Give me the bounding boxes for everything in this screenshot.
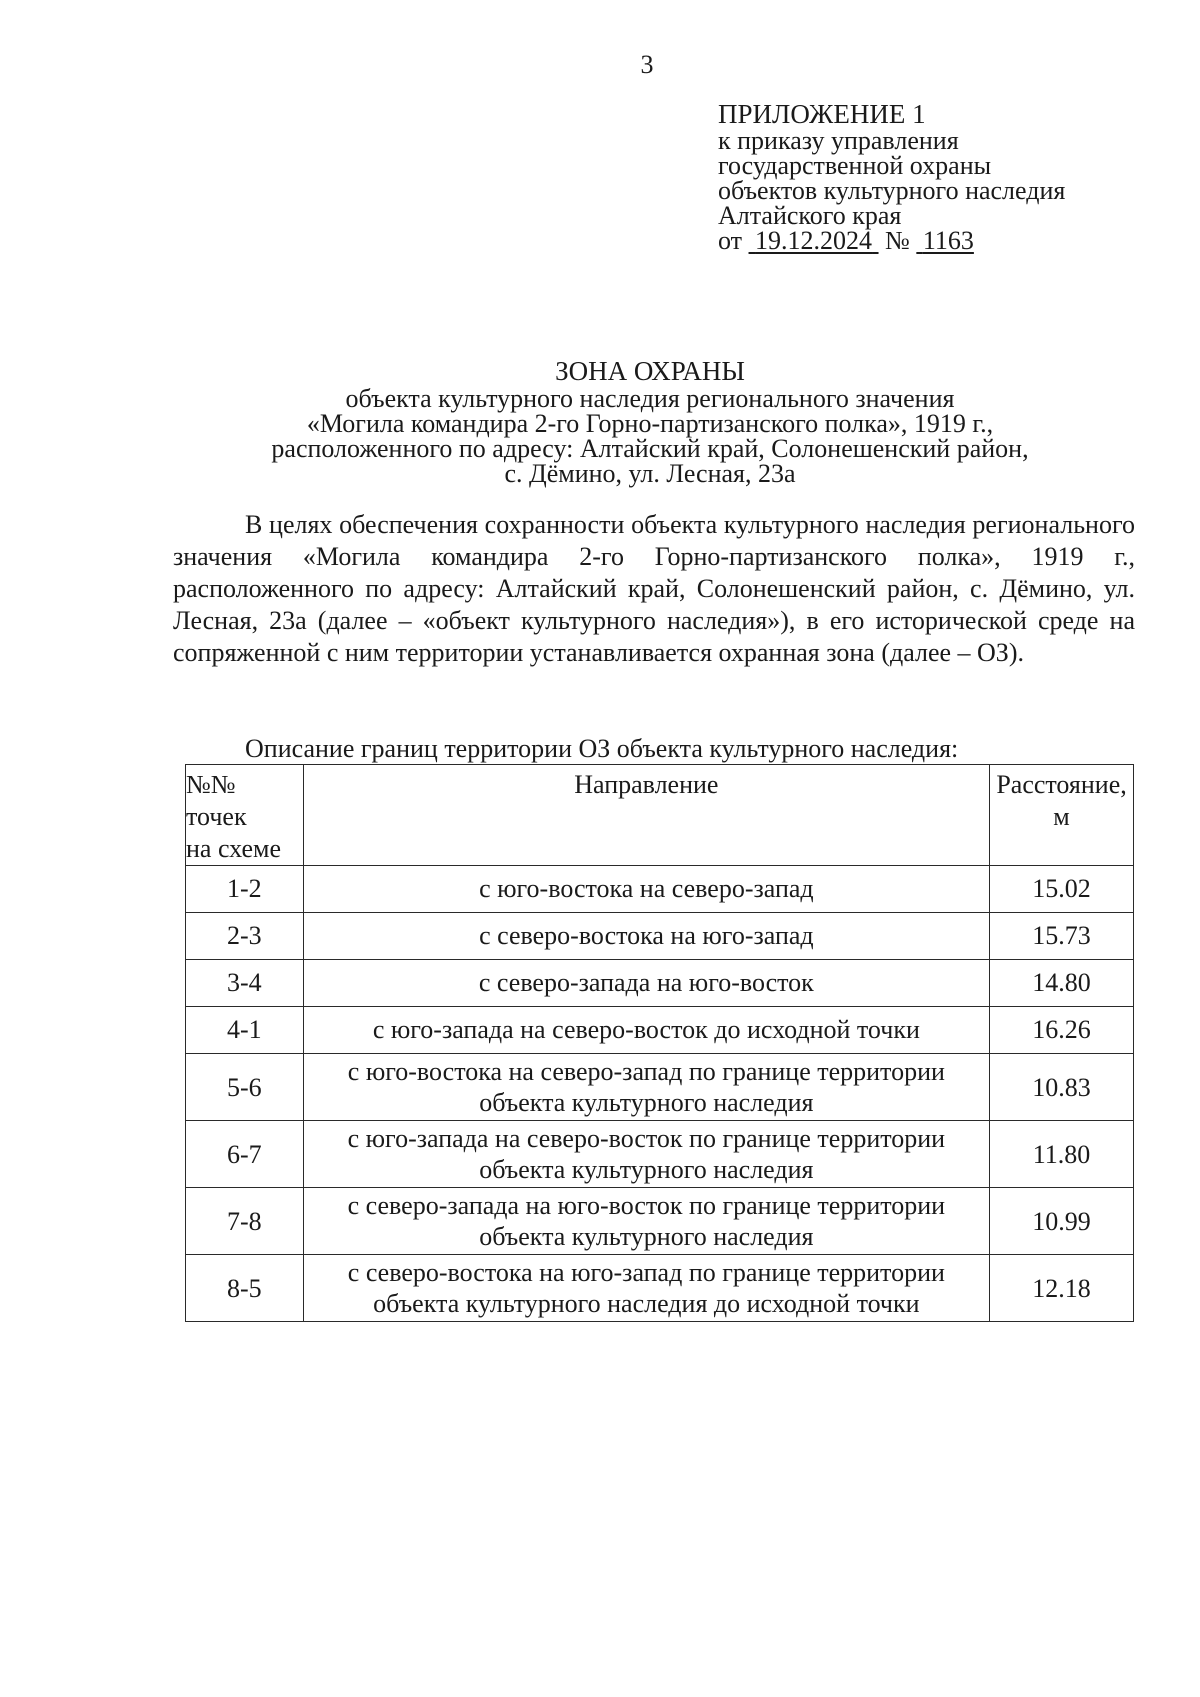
intro-paragraph: В целях обеспечения сохранности объекта культурного наследия регионального значения «Могила командира 2-го Горно-партизанского полка», 1919 г., расположенного по адресу: Алтайский край, Солонешенский район, с. Дёмино, ул. Лесная, 23а (далее – «объект культурного наследия»), в его исторической среде на сопряженной с ним территории устанавливается охранная зона (далее – ОЗ).: [173, 510, 1135, 667]
appendix-heading: ПРИЛОЖЕНИЕ 1: [718, 99, 926, 129]
cell-points: 3-4: [186, 960, 304, 1007]
header-distance-line: Расстояние,: [996, 770, 1127, 799]
header-distance: [990, 765, 1134, 866]
table-row: [186, 913, 1134, 960]
cell-distance: 15.02: [990, 866, 1134, 913]
order-date: [749, 226, 879, 255]
direction-line: с северо-запада на юго-восток: [478, 968, 814, 997]
cell-points: 5-6: [186, 1054, 304, 1121]
header-points-line: точек: [186, 802, 247, 831]
cell-distance: 16.26: [990, 1007, 1134, 1054]
title-heading: ЗОНА ОХРАНЫ: [555, 356, 745, 386]
direction-line: объекта культурного наследия: [479, 1155, 814, 1184]
direction-line: объекта культурного наследия: [479, 1222, 814, 1251]
direction-line: с юго-запада на северо-восток до исходной точки: [372, 1015, 920, 1044]
title-line: расположенного по адресу: Алтайский край, Солонешенский район,: [271, 434, 1029, 463]
cell-points: 4-1: [186, 1007, 304, 1054]
cell-direction: [303, 1007, 989, 1054]
header-direction: Направление: [303, 765, 989, 866]
title-line: «Могила командира 2-го Горно-партизанского полка», 1919 г.,: [306, 409, 994, 438]
cell-points: 8-5: [186, 1255, 304, 1322]
table-row: [186, 1054, 1134, 1121]
cell-direction: [303, 1255, 989, 1322]
table-row: [186, 1007, 1134, 1054]
boundaries-table: [185, 764, 1134, 1322]
direction-line: с северо-востока на юго-запад: [479, 921, 814, 950]
cell-direction: [303, 866, 989, 913]
cell-distance: 10.99: [990, 1188, 1134, 1255]
cell-points: 1-2: [186, 866, 304, 913]
header-distance-line: м: [1053, 802, 1070, 831]
document-title: [170, 357, 1130, 486]
header-points: [186, 765, 304, 866]
cell-direction: [303, 913, 989, 960]
appendix-line: к приказу управления: [718, 126, 959, 155]
header-points-line: №№: [186, 770, 236, 799]
order-number-value: 1163: [922, 226, 974, 255]
cell-points: 7-8: [186, 1188, 304, 1255]
order-number: [916, 226, 974, 255]
title-line: объекта культурного наследия регионального значения: [345, 384, 955, 413]
table-row: [186, 1121, 1134, 1188]
number-sign: №: [885, 226, 910, 255]
cell-direction: [303, 1121, 989, 1188]
appendix-block: [718, 100, 1065, 253]
cell-points: 2-3: [186, 913, 304, 960]
appendix-line: объектов культурного наследия: [718, 176, 1066, 205]
table-row: [186, 1255, 1134, 1322]
cell-direction: [303, 1054, 989, 1121]
table-caption: Описание границ территории ОЗ объекта культурного наследия:: [245, 734, 959, 763]
direction-line: объекта культурного наследия: [479, 1088, 814, 1117]
direction-line: с юго-запада на северо-восток по границе территории: [347, 1124, 946, 1153]
table-row: [186, 866, 1134, 913]
direction-line: с юго-востока на северо-запад: [479, 874, 814, 903]
cell-direction: [303, 1188, 989, 1255]
direction-line: с юго-востока на северо-запад по границе территории: [347, 1057, 945, 1086]
cell-distance: 15.73: [990, 913, 1134, 960]
appendix-line: Алтайского края: [718, 201, 902, 230]
header-points-line: на схеме: [186, 834, 282, 863]
cell-distance: 10.83: [990, 1054, 1134, 1121]
direction-line: с северо-востока на юго-запад по границе территории: [347, 1258, 945, 1287]
table-header-row: [186, 765, 1134, 866]
direction-line: объекта культурного наследия до исходной точки: [373, 1289, 920, 1318]
direction-line: с северо-запада на юго-восток по границе территории: [347, 1191, 946, 1220]
appendix-line: государственной охраны: [718, 151, 992, 180]
cell-distance: 12.18: [990, 1255, 1134, 1322]
cell-distance: 11.80: [990, 1121, 1134, 1188]
order-date-value: 19.12.2024: [755, 226, 873, 255]
order-date-line: [718, 228, 1065, 253]
title-line: с. Дёмино, ул. Лесная, 23а: [504, 459, 796, 488]
page-number: 3: [640, 50, 654, 79]
cell-distance: 14.80: [990, 960, 1134, 1007]
cell-points: 6-7: [186, 1121, 304, 1188]
table-row: [186, 960, 1134, 1007]
table-row: [186, 1188, 1134, 1255]
cell-direction: [303, 960, 989, 1007]
date-prefix: от: [718, 226, 743, 255]
